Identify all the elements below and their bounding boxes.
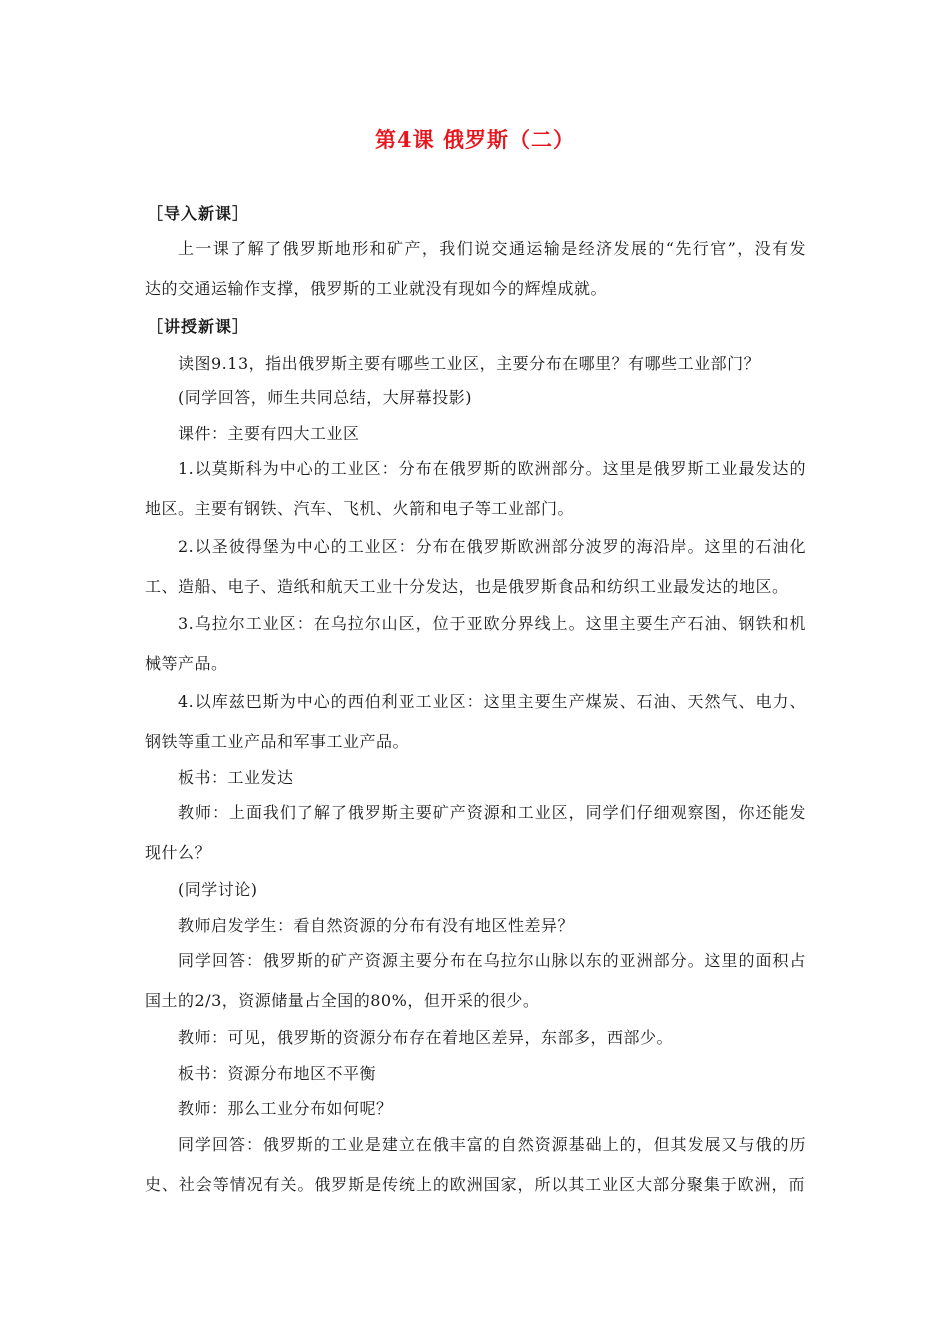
paragraph-line: 同学回答：俄罗斯的矿产资源主要分布在乌拉尔山脉以东的亚洲部分。这里的面积占: [178, 951, 806, 970]
paragraph-line: 达的交通运输作支撑，俄罗斯的工业就没有现如今的辉煌成就。: [145, 279, 608, 298]
paragraph-line: 上一课了解了俄罗斯地形和矿产，我们说交通运输是经济发展的“先行官”，没有发: [178, 239, 806, 258]
paragraph-line: 板书：工业发达: [178, 768, 294, 787]
section-heading-intro: ［导入新课］: [147, 204, 250, 223]
paragraph-line: 地区。主要有钢铁、汽车、飞机、火箭和电子等工业部门。: [145, 499, 575, 518]
page-title: 第4课 俄罗斯（二）: [375, 127, 575, 152]
paragraph-line: 教师启发学生：看自然资源的分布有没有地区性差异？: [178, 916, 575, 935]
paragraph-line: 同学回答：俄罗斯的工业是建立在俄丰富的自然资源基础上的，但其发展又与俄的历: [178, 1135, 806, 1154]
paragraph-line: 钢铁等重工业产品和军事工业产品。: [145, 732, 410, 751]
paragraph-line: 4.以库兹巴斯为中心的西伯利亚工业区：这里主要生产煤炭、石油、天然气、电力、: [178, 692, 806, 711]
paragraph-line: (同学讨论): [178, 880, 258, 899]
paragraph-line: 3.乌拉尔工业区：在乌拉尔山区，位于亚欧分界线上。这里主要生产石油、钢铁和机: [178, 614, 806, 633]
paragraph-line: 课件：主要有四大工业区: [178, 424, 360, 443]
paragraph-line: 教师：上面我们了解了俄罗斯主要矿产资源和工业区，同学们仔细观察图，你还能发: [178, 803, 806, 822]
paragraph-line: 2.以圣彼得堡为中心的工业区：分布在俄罗斯欧洲部分波罗的海沿岸。这里的石油化: [178, 537, 806, 556]
paragraph-line: (同学回答，师生共同总结，大屏幕投影): [178, 388, 472, 407]
paragraph-line: 国土的2/3，资源储量占全国的80%，但开采的很少。: [145, 991, 540, 1010]
section-heading-teach: ［讲授新课］: [147, 317, 250, 336]
paragraph-line: 工、造船、电子、造纸和航天工业十分发达，也是俄罗斯食品和纺织工业最发达的地区。: [145, 577, 789, 596]
paragraph-line: 现什么？: [145, 843, 212, 862]
paragraph-line: 教师：那么工业分布如何呢？: [178, 1099, 393, 1118]
paragraph-line: 板书：资源分布地区不平衡: [178, 1064, 377, 1083]
paragraph-line: 读图9.13，指出俄罗斯主要有哪些工业区，主要分布在哪里？有哪些工业部门？: [178, 354, 761, 373]
paragraph-line: 1.以莫斯科为中心的工业区：分布在俄罗斯的欧洲部分。这里是俄罗斯工业最发达的: [178, 459, 806, 478]
paragraph-line: 械等产品。: [145, 654, 228, 673]
paragraph-line: 教师：可见，俄罗斯的资源分布存在着地区差异，东部多，西部少。: [178, 1028, 674, 1047]
paragraph-line: 史、社会等情况有关。俄罗斯是传统上的欧洲国家，所以其工业区大部分聚集于欧洲，而: [145, 1175, 805, 1194]
